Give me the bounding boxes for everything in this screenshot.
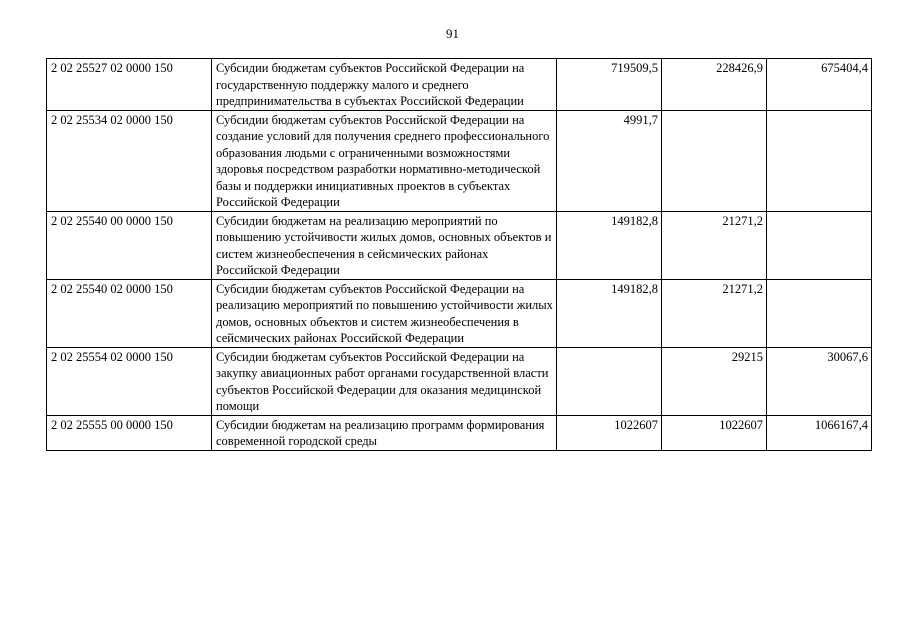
description-cell: Субсидии бюджетам на реализацию программ формирования современной городской среды	[212, 415, 557, 450]
table-row	[47, 59, 872, 111]
value-2-cell: 21271,2	[662, 211, 767, 279]
value-1-cell: 4991,7	[557, 110, 662, 211]
value-3-cell	[767, 110, 872, 211]
budget-table	[46, 58, 872, 451]
budget-code-cell: 2 02 25555 00 0000 150	[47, 415, 212, 450]
value-2-cell: 228426,9	[662, 59, 767, 111]
value-1-cell	[557, 347, 662, 415]
description-cell: Субсидии бюджетам субъектов Российской Федерации на реализацию мероприятий по повышению устойчивости жилых домов, основных объектов и систем жизнеобеспечения в сейсмических районах Российской Федерации	[212, 279, 557, 347]
description-cell: Субсидии бюджетам на реализацию мероприятий по повышению устойчивости жилых домов, основных объектов и систем жизнеобеспечения в сейсмических районах Российской Федерации	[212, 211, 557, 279]
value-3-cell: 1066167,4	[767, 415, 872, 450]
table-row	[47, 347, 872, 415]
table-row	[47, 110, 872, 211]
budget-code-cell: 2 02 25534 02 0000 150	[47, 110, 212, 211]
table-row	[47, 279, 872, 347]
value-2-cell	[662, 110, 767, 211]
value-2-cell: 29215	[662, 347, 767, 415]
value-1-cell: 719509,5	[557, 59, 662, 111]
value-3-cell	[767, 279, 872, 347]
table-row	[47, 415, 872, 450]
description-cell: Субсидии бюджетам субъектов Российской Федерации на государственную поддержку малого и среднего предпринимательства в субъектах Российской Федерации	[212, 59, 557, 111]
page-number: 91	[446, 26, 459, 41]
budget-code-cell: 2 02 25540 02 0000 150	[47, 279, 212, 347]
value-1-cell: 149182,8	[557, 279, 662, 347]
description-cell: Субсидии бюджетам субъектов Российской Федерации на создание условий для получения среднего профессионального образования людьми с ограниченными возможностями здоровья посредством разработки нормативно-методической базы и поддержки инициативных проектов в субъектах Российской Федерации	[212, 110, 557, 211]
value-3-cell	[767, 211, 872, 279]
value-2-cell: 21271,2	[662, 279, 767, 347]
value-3-cell: 675404,4	[767, 59, 872, 111]
value-2-cell: 1022607	[662, 415, 767, 450]
budget-code-cell: 2 02 25540 00 0000 150	[47, 211, 212, 279]
budget-code-cell: 2 02 25527 02 0000 150	[47, 59, 212, 111]
value-3-cell: 30067,6	[767, 347, 872, 415]
table-row	[47, 211, 872, 279]
budget-code-cell: 2 02 25554 02 0000 150	[47, 347, 212, 415]
value-1-cell: 149182,8	[557, 211, 662, 279]
description-cell: Субсидии бюджетам субъектов Российской Федерации на закупку авиационных работ органами государственной власти субъектов Российской Федерации для оказания медицинской помощи	[212, 347, 557, 415]
value-1-cell: 1022607	[557, 415, 662, 450]
